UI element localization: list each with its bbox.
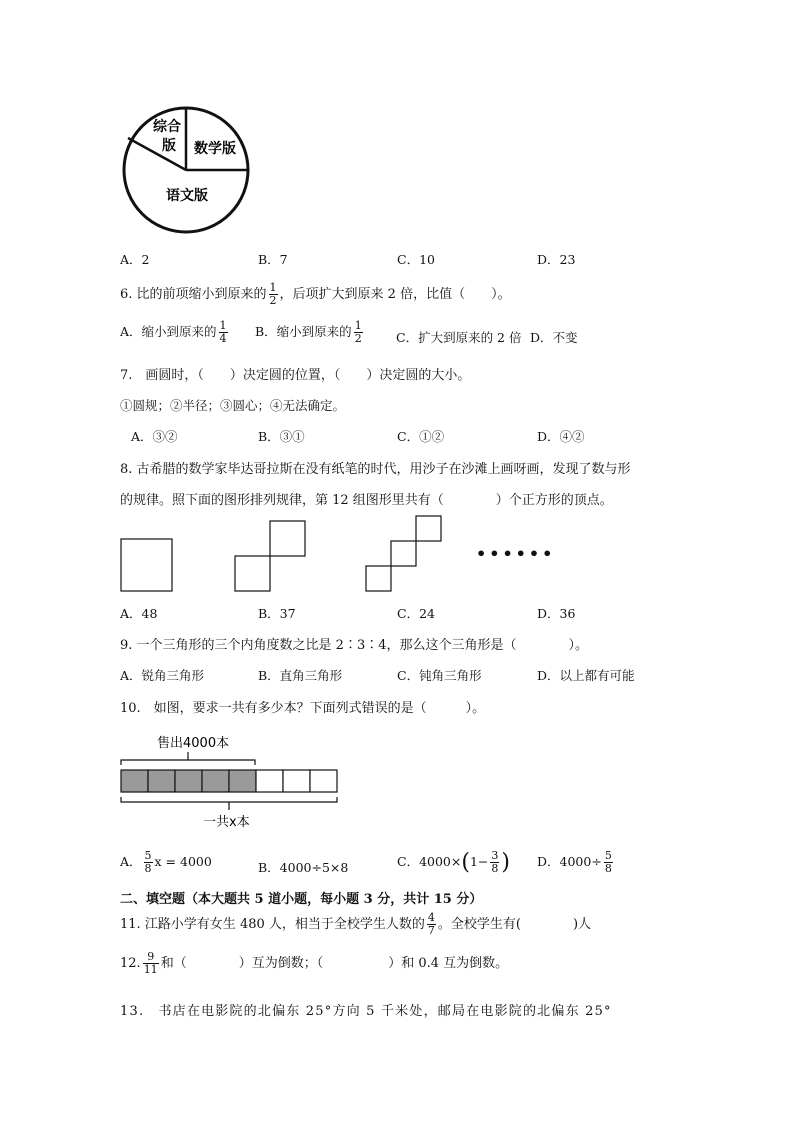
q6-option-c: C．扩大到原来的 2 倍 xyxy=(396,330,522,345)
q12-frac-num: 9 xyxy=(143,951,159,964)
pie-label-math: 数学版 xyxy=(194,141,236,157)
q6-option-d: D．不变 xyxy=(530,330,578,345)
q11-stem xyxy=(120,912,591,937)
q10-option-a-den: 8 xyxy=(144,862,152,875)
q10-segment-shaded-4 xyxy=(202,770,229,792)
pie-label-zonghe-1: 综合 xyxy=(153,119,181,135)
q10-option-c xyxy=(397,850,510,875)
q10-option-d xyxy=(537,850,615,875)
q8-ellipsis: •••••• xyxy=(476,544,556,563)
q6-fraction xyxy=(269,282,278,307)
q8-option-c: C．24 xyxy=(397,606,435,621)
q6-option-a-num: 1 xyxy=(219,319,227,332)
q8-group3-square-middle xyxy=(391,541,416,566)
q10-total-brace xyxy=(121,797,337,810)
q7-items: ①圆规；②半径；③圆心；④无法确定。 xyxy=(120,398,346,413)
q10-segment-shaded-2 xyxy=(148,770,175,792)
q6-option-b xyxy=(255,320,365,345)
q10-segment-shaded-5 xyxy=(229,770,256,792)
q6-option-a-text: A．缩小到原来的 xyxy=(120,324,217,339)
q10-sold-label: 售出4000本 xyxy=(157,736,230,751)
q7-option-a: A．③② xyxy=(131,429,178,444)
q10-option-a xyxy=(120,850,212,875)
q10-total-label: 一共x本 xyxy=(203,815,250,830)
q8-group3-square-top xyxy=(416,516,441,541)
q7-option-d: D．④② xyxy=(537,429,585,444)
q5-option-d: D．23 xyxy=(537,252,576,267)
q7-option-b: B．③① xyxy=(258,429,305,444)
q8-stem-line2: 的规律。照下面的图形排列规律，第 12 组图形里共有（ ）个正方形的顶点。 xyxy=(120,493,613,508)
q10-option-d-fraction xyxy=(604,850,613,875)
q5-option-c: C．10 xyxy=(397,252,435,267)
q10-option-c-den: 8 xyxy=(491,862,499,875)
pie-chart xyxy=(118,100,258,235)
q8-figure xyxy=(118,514,538,596)
q10-option-b: B．4000÷5×8 xyxy=(258,860,349,875)
q8-stem-line1: 8. 古希腊的数学家毕达哥拉斯在没有纸笔的时代，用沙子在沙滩上画呀画，发现了数与形 xyxy=(120,462,631,477)
q9-option-b: B．直角三角形 xyxy=(258,668,343,683)
q11-stem-post: 。全校学生有( )人 xyxy=(437,917,592,932)
q13-stem: 13. 书店在电影院的北偏东 25°方向 5 千米处，邮局在电影院的北偏东 25° xyxy=(120,1004,612,1019)
q12-fraction xyxy=(143,951,159,976)
q8-option-b: B．37 xyxy=(258,606,296,621)
q8-group2-square-bottom xyxy=(235,556,270,591)
q6-frac-den: 2 xyxy=(269,294,277,307)
q7-option-c: C．①② xyxy=(397,429,445,444)
q12-stem xyxy=(120,951,508,976)
q9-option-a: A．锐角三角形 xyxy=(120,668,205,683)
q10-segment-empty-2 xyxy=(283,770,310,792)
q6-option-b-fraction xyxy=(354,320,363,345)
q6-option-a-fraction xyxy=(219,320,228,345)
q6-option-a-den: 4 xyxy=(219,332,227,345)
q8-group1-square xyxy=(121,539,172,591)
q12-frac-den: 11 xyxy=(143,963,158,976)
pie-label-zonghe-2: 版 xyxy=(162,138,176,154)
q12-stem-pre: 12. xyxy=(120,956,141,971)
section2-heading: 二、填空题（本大题共 5 道小题，每小题 3 分，共计 15 分） xyxy=(120,892,483,907)
q6-stem xyxy=(120,282,511,307)
q6-stem-post: ，后项扩大到原来 2 倍，比值（ ）。 xyxy=(279,287,511,302)
q10-option-c-num: 3 xyxy=(491,849,499,862)
q10-stem: 10. 如图，要求一共有多少本？下面列式错误的是（ ）。 xyxy=(120,701,486,716)
q10-option-a-num: 5 xyxy=(144,849,152,862)
q12-stem-post: 和（ ）互为倒数；（ ）和 0.4 互为倒数。 xyxy=(160,956,509,971)
q8-option-a: A．48 xyxy=(120,606,158,621)
q10-option-d-den: 8 xyxy=(604,862,612,875)
q10-option-c-label: C．4000× xyxy=(397,854,462,869)
q10-option-a-post: x = 4000 xyxy=(154,854,212,869)
q10-option-c-paren-close: ) xyxy=(501,850,510,875)
q9-option-c: C．钝角三角形 xyxy=(397,668,482,683)
q6-option-b-num: 1 xyxy=(354,319,362,332)
q11-frac-num: 4 xyxy=(427,911,435,924)
q6-stem-pre: 6. 比的前项缩小到原来的 xyxy=(120,287,267,302)
q11-frac-den: 7 xyxy=(427,924,435,937)
q11-fraction xyxy=(427,912,436,937)
q9-stem: 9. 一个三角形的三个内角度数之比是 2∶3∶4，那么这个三角形是（ ）。 xyxy=(120,638,588,653)
pie-divider-left xyxy=(128,138,186,170)
q6-option-a xyxy=(120,320,230,345)
q8-group3-square-bottom xyxy=(366,566,391,591)
q10-option-d-label: D．4000÷ xyxy=(537,854,602,869)
q8-option-d: D．36 xyxy=(537,606,576,621)
pie-label-chinese: 语文版 xyxy=(166,188,208,204)
q6-frac-num: 1 xyxy=(269,281,277,294)
q10-option-a-fraction xyxy=(144,850,153,875)
q10-segment-shaded-1 xyxy=(121,770,148,792)
q6-option-b-den: 2 xyxy=(354,332,362,345)
q10-segment-empty-3 xyxy=(310,770,337,792)
q10-segment-shaded-3 xyxy=(175,770,202,792)
q10-option-c-paren-open: ( xyxy=(461,850,470,875)
q9-option-d: D．以上都有可能 xyxy=(537,668,635,683)
q10-option-d-num: 5 xyxy=(604,849,612,862)
q5-option-b: B．7 xyxy=(258,252,288,267)
q11-stem-pre: 11. 江路小学有女生 480 人，相当于全校学生人数的 xyxy=(120,917,425,932)
q10-option-c-fraction xyxy=(490,850,499,875)
q6-option-b-text: B．缩小到原来的 xyxy=(255,324,352,339)
q10-bar-diagram xyxy=(115,730,345,835)
q10-segment-empty-1 xyxy=(256,770,283,792)
q10-sold-brace xyxy=(121,752,255,765)
q10-option-c-inner: 1− xyxy=(469,854,489,869)
q10-option-a-label: A． xyxy=(120,854,142,869)
q7-stem: 7. 画圆时，（ ）决定圆的位置，（ ）决定圆的大小。 xyxy=(120,368,471,383)
q5-option-a: A．2 xyxy=(120,252,150,267)
q8-group2-square-top xyxy=(270,521,305,556)
